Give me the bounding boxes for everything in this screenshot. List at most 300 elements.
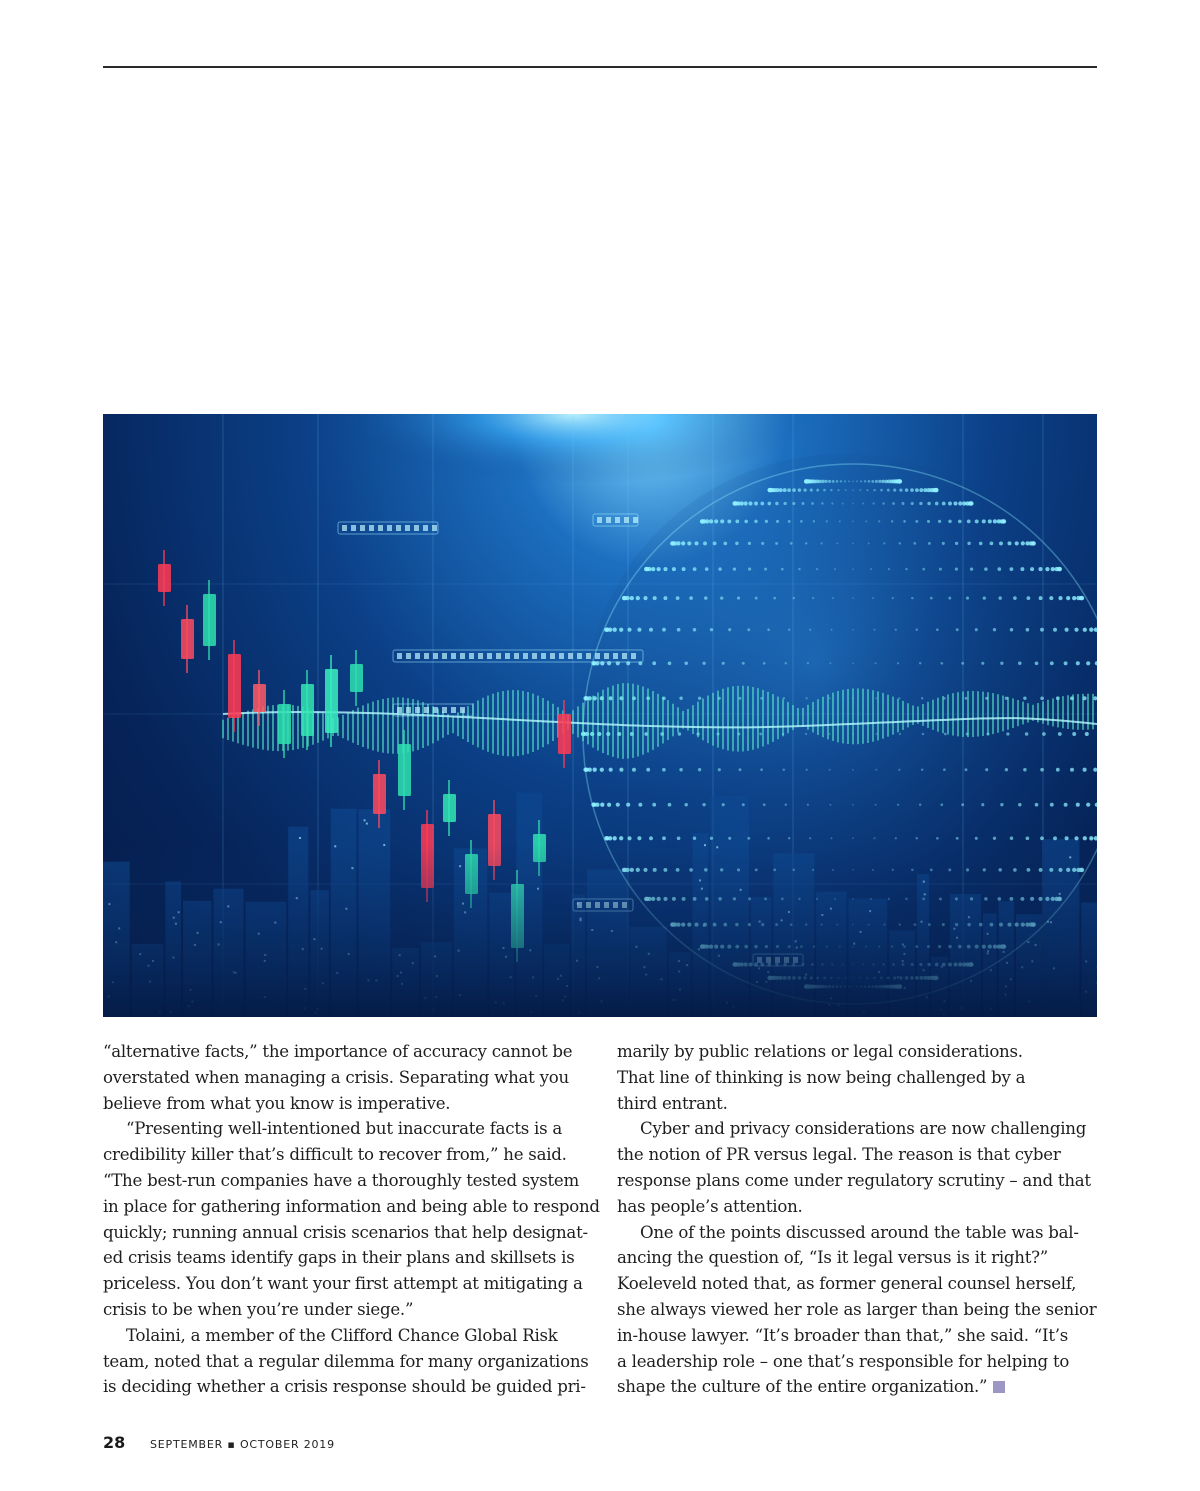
globe-dot: [985, 768, 988, 771]
globe-dot: [897, 804, 899, 806]
globe-dot: [608, 628, 612, 632]
globe-dot: [679, 768, 682, 771]
globe-dot: [856, 480, 858, 482]
globe-dot: [955, 568, 958, 571]
globe-dot: [948, 597, 951, 600]
globe-dot: [619, 836, 623, 840]
globe-dot: [828, 480, 831, 483]
globe-dot: [1039, 596, 1043, 600]
digit-segment: [460, 707, 465, 713]
globe-dot: [805, 697, 807, 699]
globe-dot: [852, 521, 854, 523]
candle-body: [325, 669, 338, 733]
globe-dot: [1007, 541, 1011, 545]
globe-dot: [647, 567, 651, 571]
globe-dot: [969, 501, 973, 505]
globe-dot: [636, 596, 640, 600]
globe-dot: [800, 520, 803, 523]
globe-dot: [1089, 836, 1093, 840]
globe-dot: [783, 502, 786, 505]
globe-dot: [948, 520, 951, 523]
globe-dot: [668, 803, 672, 807]
globe-dot: [728, 837, 731, 840]
globe-dot: [1018, 803, 1021, 806]
globe-dot: [709, 519, 713, 523]
digit-segment: [423, 525, 428, 531]
text-line: [103, 1323, 603, 1349]
globe-dot: [646, 768, 650, 772]
candle-body: [278, 704, 291, 744]
globe-dot: [882, 502, 884, 504]
globe-dot: [632, 768, 636, 772]
globe-dot: [875, 804, 877, 806]
text-line-content: team, noted that a regular dilemma for many organizations: [103, 1351, 589, 1371]
globe-dot: [1064, 661, 1068, 665]
digit-segment: [624, 517, 629, 523]
globe-dot: [678, 732, 681, 735]
globe-dot: [816, 568, 818, 570]
issue-month: SEPTEMBER: [150, 1438, 224, 1451]
globe-dot: [935, 502, 939, 506]
globe-dot: [984, 567, 987, 570]
globe-dot: [970, 567, 973, 570]
digit-segment: [622, 653, 627, 659]
globe-dot: [728, 628, 731, 631]
text-line-content: ancing the question of, “Is it legal versus is it right?”: [617, 1248, 1048, 1268]
digit-segment: [415, 653, 420, 659]
text-line: [103, 1116, 603, 1142]
globe-dot: [936, 628, 939, 631]
globe-dot: [781, 568, 784, 571]
globe-dot: [748, 501, 752, 505]
globe-dot: [1035, 803, 1039, 807]
globe-dot: [619, 628, 623, 632]
globe-dot: [982, 519, 986, 523]
globe-dot: [830, 837, 832, 839]
text-line: [617, 1323, 1102, 1349]
globe-dot: [684, 803, 687, 806]
globe-dot: [988, 519, 992, 523]
text-line-content: in-house lawyer. “It’s broader than that,” she said. “It’s: [617, 1325, 1069, 1345]
globe-dot: [1020, 567, 1024, 571]
globe-dot: [747, 837, 750, 840]
globe-dot: [834, 568, 836, 570]
globe-dot: [764, 568, 767, 571]
globe-dot: [883, 542, 885, 544]
globe-dot: [798, 568, 800, 570]
globe-dot: [865, 520, 867, 522]
globe-dot: [993, 628, 996, 631]
text-line: [617, 1245, 1102, 1271]
globe-dot: [905, 568, 907, 570]
hero-illustration: [103, 414, 1097, 1017]
globe-dot: [922, 568, 925, 571]
globe-dot: [788, 520, 791, 523]
text-line-content: has people’s attention.: [617, 1196, 803, 1216]
text-line: [103, 1271, 603, 1297]
globe-dot: [676, 596, 680, 600]
globe-dot: [1045, 567, 1049, 571]
globe-dot: [1076, 661, 1080, 665]
globe-dot: [934, 488, 938, 492]
candle-body: [350, 664, 363, 692]
globe-dot: [638, 803, 642, 807]
globe-dot: [807, 662, 809, 664]
globe-dot: [830, 629, 832, 631]
globe-dot: [1053, 628, 1057, 632]
page-number: 28: [103, 1433, 126, 1452]
text-line-content: the notion of PR versus legal. The reason is that cyber: [617, 1145, 1061, 1165]
text-line-content: marily by public relations or legal considerations.: [617, 1042, 1023, 1061]
globe-dot: [953, 501, 957, 505]
globe-dot: [1032, 541, 1036, 545]
globe-dot: [852, 481, 854, 483]
globe-dot: [868, 542, 870, 544]
globe-dot: [668, 661, 672, 665]
globe-dot: [899, 542, 901, 544]
digit-segment: [478, 653, 483, 659]
globe-dot: [763, 662, 766, 665]
globe-dot: [852, 489, 854, 491]
globe-dot: [862, 502, 864, 504]
globe-dot: [891, 520, 893, 522]
globe-dot: [913, 542, 916, 545]
globe-dot: [613, 628, 617, 632]
globe-dot: [965, 768, 968, 771]
globe-dot: [832, 597, 834, 599]
globe-dot: [967, 542, 970, 545]
building-light: [366, 823, 368, 825]
digit-segment: [541, 653, 546, 659]
globe-dot: [871, 480, 874, 483]
globe-dot: [852, 662, 854, 664]
globe-dot: [693, 628, 696, 631]
globe-dot: [1040, 696, 1044, 700]
globe-dot: [783, 488, 787, 492]
globe-dot: [718, 567, 721, 570]
globe-dot: [684, 662, 687, 665]
globe-dot: [936, 837, 939, 840]
building-light: [364, 819, 366, 821]
globe-dot: [783, 768, 785, 770]
globe-dot: [919, 502, 922, 505]
globe-dot: [864, 480, 866, 482]
globe-dot: [1094, 628, 1097, 632]
text-line: [103, 1349, 603, 1375]
text-line: [617, 1349, 1102, 1375]
globe-dot: [616, 803, 620, 807]
globe-dot: [727, 519, 731, 523]
digit-segment: [387, 525, 392, 531]
globe-dot: [723, 542, 727, 546]
digit-segment: [424, 707, 429, 713]
globe-dot: [975, 519, 979, 523]
globe-dot: [899, 733, 901, 735]
globe-dot: [942, 542, 945, 545]
digit-segment: [451, 653, 456, 659]
issue-month-year: OCTOBER 2019: [239, 1438, 335, 1451]
article-column-right: [617, 1039, 1102, 1400]
globe-dot: [733, 567, 736, 570]
globe-dot: [765, 520, 768, 523]
globe-dot: [1094, 836, 1097, 840]
globe-dot: [1070, 768, 1074, 772]
candle-body: [558, 714, 571, 754]
globe-dot: [1040, 628, 1044, 632]
globe-dot: [1005, 768, 1008, 771]
globe-dot: [1058, 732, 1062, 736]
globe-dot: [679, 697, 682, 700]
globe-dot: [903, 520, 906, 523]
globe-dot: [836, 480, 839, 483]
globe-dot: [872, 597, 874, 599]
globe-dot: [720, 519, 724, 523]
building-light: [299, 837, 301, 839]
globe-dot: [1015, 541, 1019, 545]
globe-dot: [1000, 662, 1003, 665]
globe-dot: [899, 488, 902, 491]
globe-dot: [1050, 803, 1054, 807]
globe-dot: [787, 488, 791, 492]
globe-dot: [744, 520, 748, 524]
text-line: [103, 1245, 603, 1271]
globe-dot: [803, 488, 806, 491]
globe-dot: [705, 519, 709, 523]
globe-dot: [626, 803, 630, 807]
text-line-content: response plans come under regulatory scrutiny – and that: [617, 1170, 1091, 1190]
globe-dot: [705, 567, 709, 571]
globe-dot: [627, 628, 631, 632]
globe-dot: [852, 629, 854, 631]
globe-dot: [767, 837, 770, 840]
globe-dot: [1089, 628, 1093, 632]
article-column-left: [103, 1039, 603, 1400]
globe-dot: [919, 803, 921, 805]
globe-dot: [922, 733, 924, 735]
globe-dot: [760, 502, 764, 506]
globe-dot: [630, 596, 634, 600]
globe-dot: [944, 733, 947, 736]
globe-dot: [767, 502, 771, 506]
globe-dot: [940, 662, 943, 665]
globe-dot: [1010, 837, 1013, 840]
text-line-content: crisis to be when you’re under siege.”: [103, 1299, 414, 1319]
candle-body: [301, 684, 314, 736]
globe-dot: [999, 541, 1003, 545]
digit-segment: [414, 525, 419, 531]
globe-dot: [1006, 732, 1009, 735]
text-line-content: quickly; running annual crisis scenarios that help designat-: [103, 1222, 588, 1242]
digit-segment: [396, 525, 401, 531]
globe-dot: [810, 489, 813, 492]
globe-dot: [625, 596, 629, 600]
globe-dot: [1038, 567, 1042, 571]
globe-dot: [812, 597, 814, 599]
globe-dot: [662, 836, 666, 840]
text-line: [617, 1091, 1102, 1117]
globe-dot: [1018, 662, 1021, 665]
globe-dot: [1010, 628, 1013, 631]
globe-dot: [807, 804, 809, 806]
globe-dot: [852, 837, 854, 839]
globe-dot: [744, 501, 748, 505]
text-line: [103, 1297, 603, 1323]
globe-dot: [653, 596, 657, 600]
globe-dot: [710, 837, 713, 840]
globe-dot: [776, 520, 779, 523]
globe-dot: [704, 596, 707, 599]
issue-date: [150, 1438, 335, 1451]
globe-dot: [702, 803, 705, 806]
globe-dot: [742, 662, 745, 665]
globe-dot: [1010, 567, 1014, 571]
globe-dot: [681, 541, 685, 545]
globe-dot: [842, 502, 844, 504]
digit-segment: [595, 653, 600, 659]
text-line: [103, 1194, 603, 1220]
digit-segment: [615, 517, 620, 523]
text-line: [103, 1168, 603, 1194]
globe-dot: [767, 628, 770, 631]
globe-dot: [892, 502, 895, 505]
globe-dot: [832, 480, 835, 483]
globe-dot: [748, 568, 751, 571]
globe-dot: [694, 541, 698, 545]
text-line-content: overstated when managing a crisis. Separating what you: [103, 1067, 569, 1087]
digit-segment: [406, 707, 411, 713]
globe-dot: [754, 502, 758, 506]
globe-dot: [1065, 836, 1069, 840]
globe-dot: [703, 541, 707, 545]
text-line: [103, 1220, 603, 1246]
globe-dot: [737, 597, 740, 600]
text-line-content: third entrant.: [617, 1093, 728, 1113]
globe-dot: [873, 489, 875, 491]
text-line: [617, 1116, 1102, 1142]
digit-segment: [586, 653, 591, 659]
globe-dot: [875, 480, 878, 483]
globe-dot: [613, 836, 617, 840]
globe-dot: [961, 803, 964, 806]
globe-dot: [637, 628, 641, 632]
text-line: [617, 1039, 1102, 1065]
digit-segment: [442, 707, 447, 713]
globe-dot: [940, 803, 943, 806]
globe-dot: [1049, 596, 1053, 600]
globe-dot: [775, 542, 778, 545]
globe-dot: [1086, 803, 1090, 807]
globe-dot: [1056, 768, 1060, 772]
globe-dot: [595, 803, 599, 807]
top-rule: [103, 66, 1097, 68]
globe-dot: [975, 837, 978, 840]
text-line: [103, 1039, 603, 1065]
globe-dot: [852, 503, 854, 505]
globe-dot: [593, 768, 597, 772]
globe-dot: [928, 542, 931, 545]
globe-dot: [1050, 661, 1054, 665]
globe-dot: [966, 597, 969, 600]
globe-dot: [852, 769, 854, 771]
candle-body: [373, 774, 386, 814]
globe-dot: [687, 541, 691, 545]
globe-dot: [1053, 836, 1057, 840]
globe-dot: [868, 480, 871, 483]
globe-dot: [848, 480, 850, 482]
globe-dot: [811, 502, 814, 505]
globe-dot: [897, 662, 899, 664]
globe-dot: [1086, 661, 1090, 665]
globe-dot: [820, 542, 822, 544]
globe-dot: [805, 769, 807, 771]
text-line-content: Cyber and privacy considerations are now challenging: [640, 1119, 1087, 1139]
digit-segment: [351, 525, 356, 531]
globe-dot: [710, 628, 713, 631]
globe-dot: [927, 520, 930, 523]
globe-dot: [802, 502, 805, 505]
globe-dot: [830, 489, 832, 491]
globe-dot: [1066, 596, 1070, 600]
candle-body: [181, 619, 194, 659]
digit-segment: [532, 653, 537, 659]
globe-dot: [1065, 628, 1069, 632]
text-line: [103, 1142, 603, 1168]
globe-dot: [682, 567, 686, 571]
globe-dot: [840, 480, 842, 482]
globe-dot: [1023, 697, 1026, 700]
digit-segment: [514, 653, 519, 659]
globe-dot: [852, 597, 854, 599]
globe-dot: [652, 803, 656, 807]
text-line-content: in place for gathering information and being able to respond: [103, 1196, 600, 1216]
text-line-content: believe from what you know is imperative.: [103, 1093, 451, 1113]
digit-segment: [397, 653, 402, 659]
globe-dot: [895, 837, 897, 839]
globe-dot: [839, 520, 841, 522]
text-line-content: she always viewed her role as larger than being the senior: [617, 1299, 1097, 1319]
digit-segment: [631, 653, 636, 659]
globe-dot: [600, 803, 604, 807]
globe-dot: [981, 662, 984, 665]
globe-dot: [1072, 732, 1076, 736]
globe-dot: [649, 628, 653, 632]
globe-dot: [1074, 628, 1078, 632]
digit-segment: [487, 653, 492, 659]
digit-segment: [577, 653, 582, 659]
globe-dot: [888, 568, 890, 570]
globe-dot: [829, 769, 831, 771]
globe-dot: [1026, 628, 1030, 632]
globe-dot: [1058, 596, 1062, 600]
globe-dot: [600, 768, 604, 772]
globe-dot: [739, 768, 742, 771]
globe-dot: [656, 567, 660, 571]
globe-dot: [588, 768, 592, 772]
candle-body: [443, 794, 456, 822]
globe-dot: [898, 479, 902, 483]
globe-dot: [881, 480, 884, 483]
globe-dot: [1035, 661, 1039, 665]
globe-dot: [1076, 803, 1080, 807]
text-line: [617, 1220, 1102, 1246]
digit-segment: [469, 653, 474, 659]
globe-dot: [818, 480, 822, 484]
text-line: [617, 1374, 1102, 1400]
end-of-article-icon: [993, 1381, 1005, 1393]
globe-dot: [956, 837, 959, 840]
globe-dot: [662, 628, 666, 632]
globe-dot: [649, 836, 653, 840]
